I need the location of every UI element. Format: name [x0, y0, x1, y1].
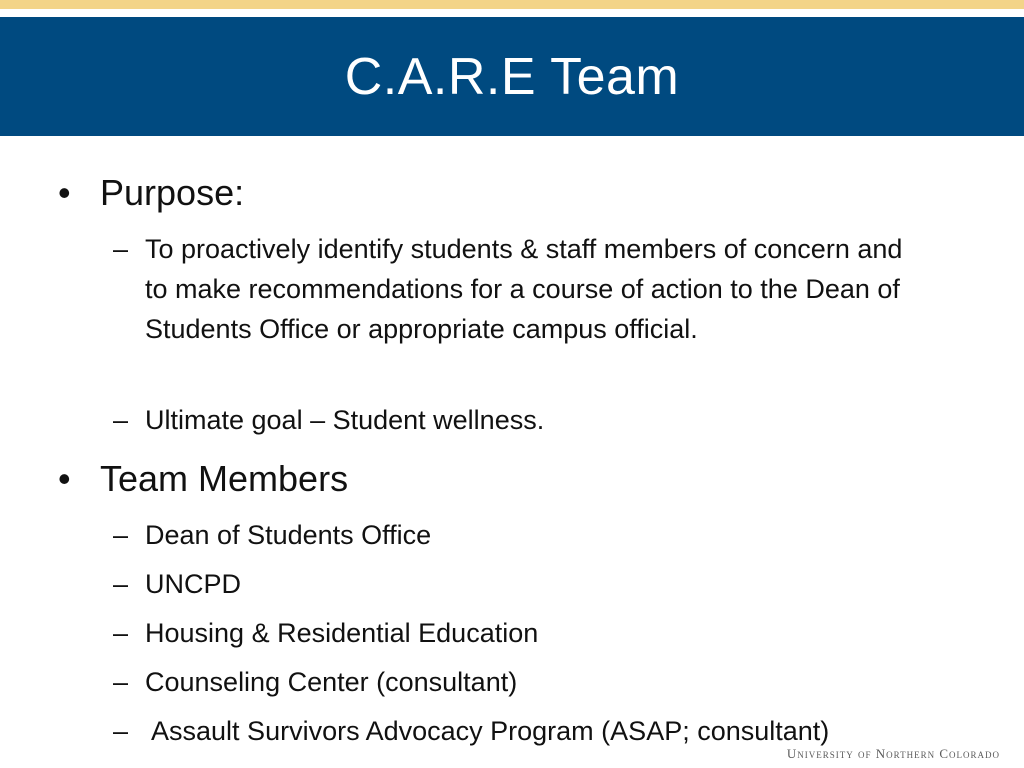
bullet-purpose-label: Purpose:	[100, 172, 245, 213]
sub-item-team-4	[113, 662, 915, 702]
sub-item-text: Counseling Center (consultant)	[145, 667, 518, 697]
dash-icon: –	[113, 667, 129, 697]
bullet-team-members	[58, 459, 348, 499]
sub-item-text: Housing & Residential Education	[145, 618, 539, 648]
university-logo: University of Northern Colorado	[786, 746, 1000, 761]
sub-item-team-1	[113, 515, 915, 555]
sub-item-text: To proactively identify students & staff members of concern and to make recommendations for a course of action to the Dean of Students Office or appropriate campus official.	[145, 234, 903, 344]
sub-item-purpose-2	[113, 400, 915, 440]
sub-item-text: Ultimate goal – Student wellness.	[145, 405, 545, 435]
sub-item-purpose-1	[113, 229, 915, 349]
sub-item-team-2	[113, 564, 915, 604]
slide-title: C.A.R.E Team	[344, 47, 680, 106]
bullet-icon: •	[58, 458, 71, 499]
sub-item-team-3	[113, 613, 915, 653]
sub-item-team-5	[113, 711, 915, 751]
bullet-purpose	[58, 173, 244, 213]
sub-item-text: Dean of Students Office	[145, 520, 432, 550]
dash-icon: –	[113, 520, 129, 550]
dash-icon: –	[113, 716, 129, 746]
dash-icon: –	[113, 405, 129, 435]
sub-item-text: UNCPD	[145, 569, 242, 599]
dash-icon: –	[113, 234, 129, 264]
sub-item-text: Assault Survivors Advocacy Program (ASAP; consultant)	[145, 716, 830, 746]
dash-icon: –	[113, 618, 129, 648]
dash-icon: –	[113, 569, 129, 599]
bullet-icon: •	[58, 172, 71, 213]
bullet-team-members-label: Team Members	[100, 458, 349, 499]
